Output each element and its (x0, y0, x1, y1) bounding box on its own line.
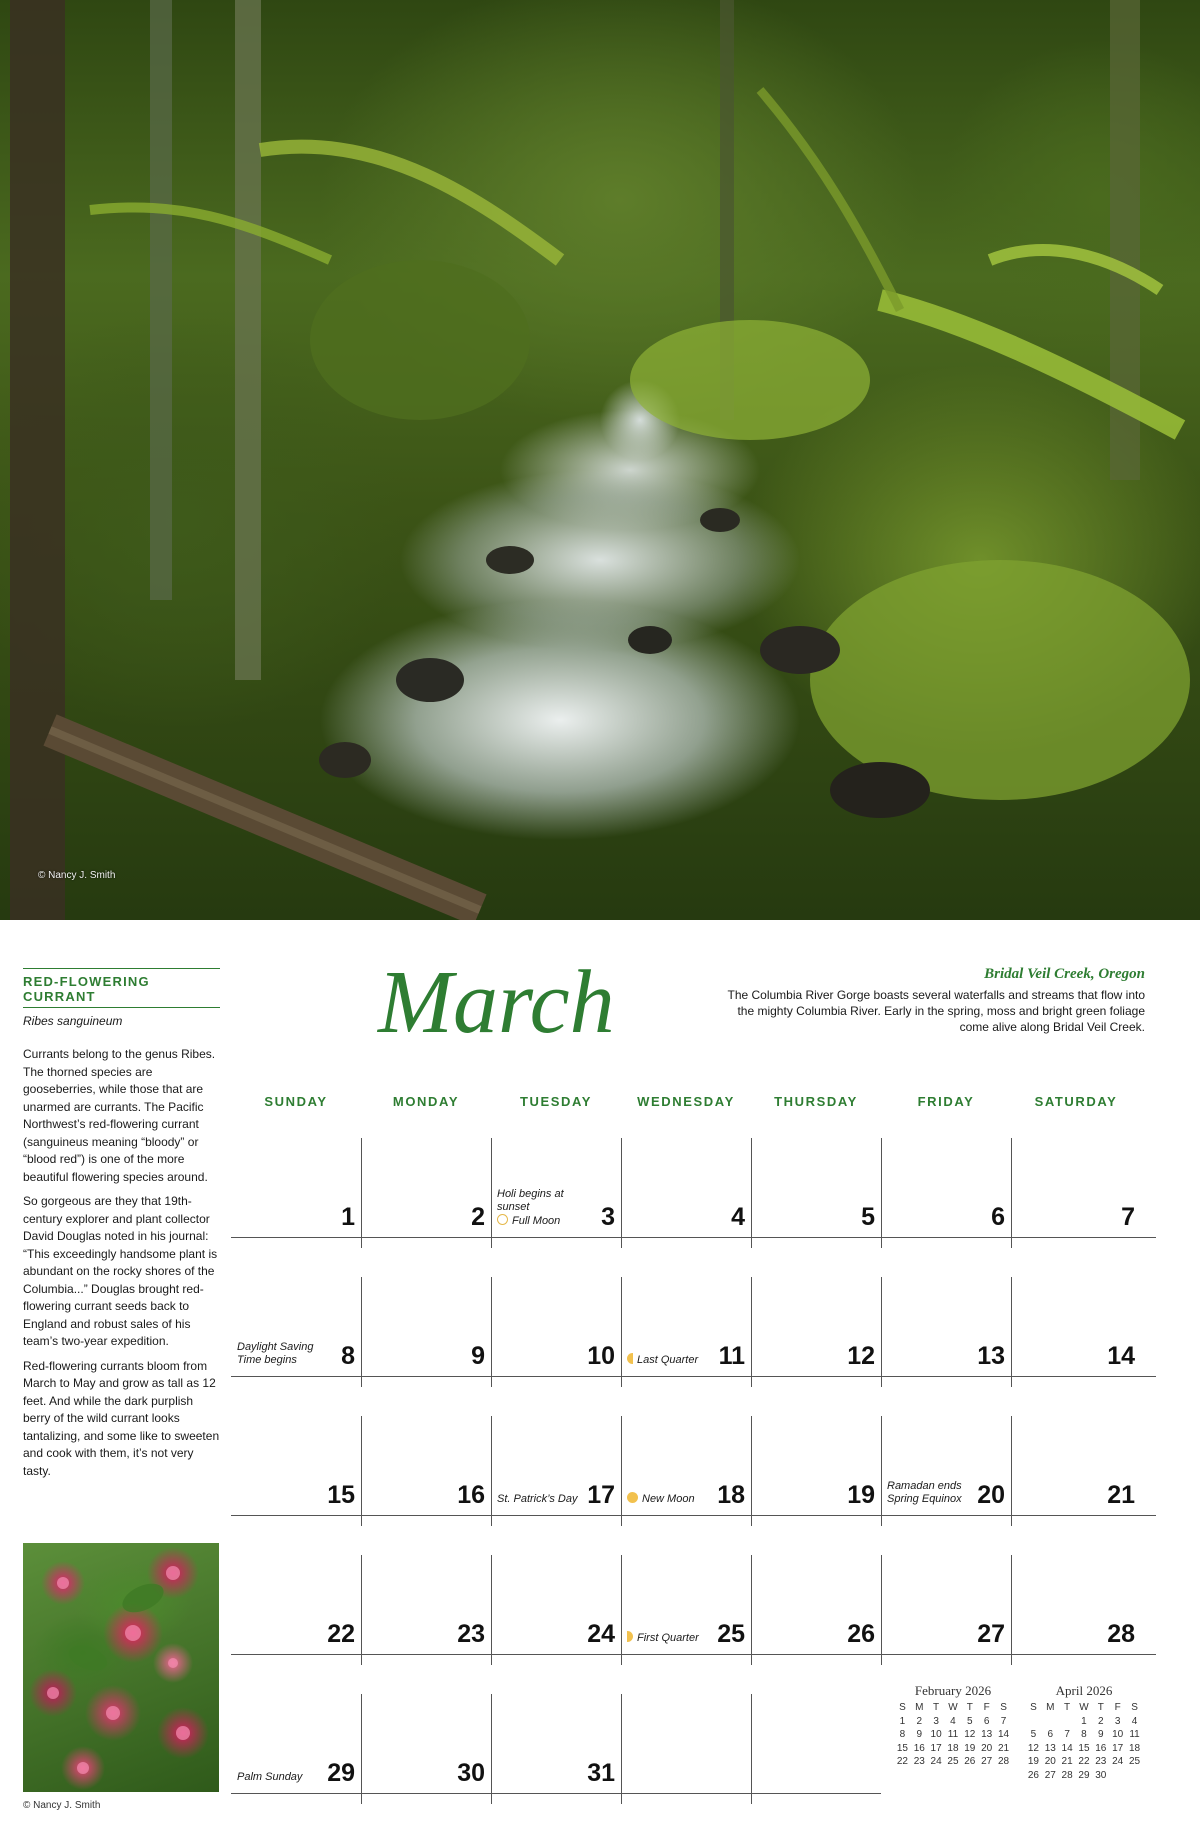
mini-weekday-label: M (1046, 1702, 1055, 1713)
day-note (237, 1341, 327, 1367)
mini-weekday-label: M (915, 1702, 924, 1713)
mini-day: 1 (899, 1715, 906, 1727)
cell-divider (491, 1277, 492, 1387)
mini-day: 14 (1061, 1742, 1073, 1754)
day-number: 3 (601, 1203, 615, 1231)
holiday-label: Palm Sunday (237, 1771, 303, 1783)
day-cell-26[interactable] (751, 1555, 881, 1665)
full-moon-icon (497, 1214, 508, 1225)
sidebar-paragraph: Currants belong to the genus Ribes. The thorned species are gooseberries, while those that are unarmed are currants. The Pacific Northwest’s red-flowering currant (sanguineus meaning “bloody” or “blood red”) is one of the more beautiful flowering species around. (23, 1047, 216, 1184)
mini-day: 9 (916, 1729, 923, 1740)
moon-phase-label: Last Quarter (637, 1354, 699, 1366)
mini-day: 18 (1128, 1742, 1141, 1754)
day-number: 17 (587, 1481, 615, 1509)
mini-day: 8 (1081, 1729, 1087, 1740)
cell-baseline (491, 1376, 621, 1377)
mini-weekday-label: W (948, 1702, 958, 1713)
mini-day: 2 (1098, 1715, 1104, 1727)
day-number: 31 (587, 1759, 615, 1787)
cell-baseline (361, 1237, 491, 1238)
cell-baseline (231, 1654, 361, 1655)
cell-divider (1011, 1416, 1012, 1526)
day-number: 25 (717, 1620, 745, 1648)
day-cell-27[interactable] (881, 1555, 1011, 1665)
photo-credit: © Nancy J. Smith (38, 870, 116, 881)
cell-divider (881, 1555, 882, 1665)
cell-baseline (231, 1376, 361, 1377)
last-moon-icon (627, 1353, 633, 1364)
cell-divider (1011, 1277, 1012, 1387)
mini-day: 17 (930, 1742, 942, 1754)
holiday-label: Ramadan ends Spring Equinox (887, 1480, 962, 1505)
day-cell-18[interactable] (621, 1416, 751, 1526)
cell-baseline (751, 1654, 881, 1655)
day-number: 8 (341, 1342, 355, 1370)
sidebar-title: RED-FLOWERING CURRANT (23, 968, 220, 1008)
cell-baseline (491, 1654, 621, 1655)
day-cell-24[interactable] (491, 1555, 621, 1665)
day-cell-1[interactable] (231, 1138, 361, 1248)
day-cell-23[interactable] (361, 1555, 491, 1665)
day-note (887, 1480, 977, 1506)
mini-day: 20 (1044, 1756, 1056, 1767)
day-note (237, 1771, 302, 1784)
cell-divider (621, 1416, 622, 1526)
mini-day: 28 (997, 1756, 1010, 1767)
mini-day: 4 (950, 1715, 956, 1727)
mini-day: 22 (1078, 1756, 1090, 1767)
mini-day: 12 (964, 1729, 976, 1740)
sidebar (23, 968, 220, 1487)
day-cell-29[interactable] (231, 1694, 361, 1804)
day-number: 24 (587, 1620, 615, 1648)
day-cell-30[interactable] (361, 1694, 491, 1804)
cell-divider (621, 1555, 622, 1665)
day-number: 9 (471, 1342, 485, 1370)
mini-day: 13 (981, 1729, 993, 1740)
day-header-sunday: SUNDAY (264, 1094, 328, 1109)
mini-day (1059, 1715, 1076, 1729)
mini-day: 9 (1098, 1729, 1104, 1740)
day-cell-13[interactable] (881, 1277, 1011, 1387)
day-cell-28[interactable] (1011, 1555, 1141, 1665)
cell-divider (361, 1277, 362, 1387)
day-number: 23 (457, 1620, 485, 1648)
mini-day: 12 (1027, 1742, 1039, 1754)
day-note (497, 1188, 587, 1228)
day-number: 29 (327, 1759, 355, 1787)
mini-day: 10 (930, 1729, 942, 1740)
mini-day: 5 (1030, 1729, 1037, 1740)
cell-baseline (1011, 1654, 1156, 1655)
day-number: 11 (718, 1342, 745, 1370)
mini-weekday-label: S (1000, 1702, 1007, 1713)
mini-weekday-label: S (1030, 1702, 1037, 1713)
moon-phase-label: New Moon (642, 1493, 695, 1505)
cell-baseline (621, 1654, 751, 1655)
day-header-friday: FRIDAY (917, 1094, 975, 1109)
day-note (497, 1493, 578, 1506)
mini-calendar-week (894, 1742, 1012, 1756)
moon-phase (627, 1492, 695, 1506)
mini-day: 24 (1112, 1756, 1124, 1767)
mini-day: 24 (930, 1756, 942, 1767)
day-cell-10[interactable] (491, 1277, 621, 1387)
day-number: 5 (861, 1203, 875, 1231)
sidebar-paragraph: Red-flowering currants bloom from March to May and grow as tall as 12 feet. And while the dark purplish berry of the wild currant looks tantalizing, and some like to sweeten and cook with them, it’s not very tasty. (23, 1358, 220, 1478)
mini-weekday-label: T (933, 1702, 940, 1713)
cell-divider (881, 1416, 882, 1526)
calendar-grid (231, 1138, 1155, 1798)
mini-day: 16 (1095, 1742, 1107, 1754)
mini-calendar-header-row (1025, 1701, 1143, 1715)
day-number: 4 (731, 1203, 745, 1231)
day-cell-4[interactable] (621, 1138, 751, 1248)
mini-day: 3 (1114, 1715, 1121, 1727)
mini-day: 25 (947, 1756, 959, 1767)
flower-illustration (23, 1543, 219, 1792)
day-cell-14[interactable] (1011, 1277, 1141, 1387)
day-number: 10 (587, 1342, 615, 1370)
mini-day: 13 (1044, 1742, 1056, 1754)
cell-baseline (231, 1793, 361, 1794)
day-cell-3[interactable] (491, 1138, 621, 1248)
mini-day (1025, 1715, 1042, 1729)
cell-baseline (751, 1237, 881, 1238)
mini-day: 1 (1081, 1715, 1087, 1727)
cell-baseline (361, 1515, 491, 1516)
cell-baseline (881, 1654, 1011, 1655)
cell-baseline (751, 1376, 881, 1377)
day-cell-17[interactable] (491, 1416, 621, 1526)
cell-divider (751, 1694, 752, 1804)
day-number: 1 (341, 1203, 355, 1231)
day-number: 14 (1107, 1342, 1135, 1370)
holiday-label: Holi begins at sunset (497, 1188, 564, 1213)
sidebar-body (23, 1046, 220, 1480)
cell-divider (491, 1694, 492, 1804)
moon-phase-label: Full Moon (512, 1215, 561, 1227)
day-number: 13 (977, 1342, 1005, 1370)
day-cell-2[interactable] (361, 1138, 491, 1248)
mini-day: 6 (1047, 1729, 1054, 1740)
day-header-tuesday: TUESDAY (519, 1094, 593, 1109)
mini-day: 15 (1078, 1742, 1090, 1754)
mini-calendar-title: April 2026 (1055, 1683, 1113, 1698)
mini-day: 21 (1061, 1756, 1073, 1767)
mini-day: 20 (981, 1742, 993, 1754)
mini-calendar-week (894, 1728, 1012, 1742)
mini-day: 28 (1061, 1769, 1073, 1781)
mini-day: 4 (1131, 1715, 1138, 1727)
mini-day: 22 (896, 1756, 908, 1767)
cell-baseline (881, 1515, 1011, 1516)
mini-day: 8 (899, 1729, 906, 1740)
day-cell-5[interactable] (751, 1138, 881, 1248)
moon-phase (497, 1214, 587, 1228)
mini-day: 3 (933, 1715, 939, 1727)
mini-day: 21 (997, 1742, 1010, 1754)
mini-calendar-week (894, 1755, 1012, 1769)
mini-day: 7 (1000, 1715, 1007, 1727)
day-header-thursday: THURSDAY (774, 1094, 858, 1109)
mini-calendar-week (894, 1715, 1012, 1729)
cell-divider (751, 1555, 752, 1665)
day-headers (231, 1094, 1141, 1114)
day-cell-25[interactable] (621, 1555, 751, 1665)
day-number: 28 (1107, 1620, 1135, 1648)
mini-day: 7 (1064, 1729, 1070, 1740)
cell-divider (491, 1138, 492, 1248)
mini-weekday-label: S (1131, 1702, 1138, 1713)
cell-divider (1011, 1138, 1012, 1248)
day-number: 21 (1107, 1481, 1135, 1509)
day-cell-11[interactable] (621, 1277, 751, 1387)
month-title: March (378, 953, 615, 1052)
day-number: 26 (847, 1620, 875, 1648)
photo-caption (725, 966, 1145, 1035)
cell-baseline (491, 1515, 621, 1516)
day-cell-31[interactable] (491, 1694, 621, 1804)
mini-day: 23 (1095, 1756, 1107, 1767)
cell-divider (1011, 1555, 1012, 1665)
mini-day: 2 (916, 1715, 923, 1727)
day-cell-20[interactable] (881, 1416, 1011, 1526)
cell-baseline (491, 1793, 621, 1794)
sidebar-latin-name: Ribes sanguineum (23, 1014, 123, 1028)
flower-photo (23, 1543, 219, 1792)
mini-day: 19 (1027, 1756, 1039, 1767)
new-moon-icon (627, 1492, 638, 1503)
cell-divider (881, 1138, 882, 1248)
mini-calendar-february (894, 1683, 1012, 1769)
cell-baseline (881, 1376, 1011, 1377)
day-cell-19[interactable] (751, 1416, 881, 1526)
mini-day (1126, 1769, 1143, 1783)
day-number: 18 (717, 1481, 745, 1509)
mini-day: 10 (1112, 1729, 1124, 1740)
day-cell-8[interactable] (231, 1277, 361, 1387)
holiday-label: St. Patrick’s Day (497, 1493, 578, 1505)
day-number: 16 (457, 1481, 485, 1509)
day-note (627, 1492, 695, 1506)
mini-calendar-week (1025, 1728, 1143, 1742)
mini-day: 25 (1128, 1756, 1141, 1767)
mini-day: 29 (1078, 1769, 1090, 1781)
mini-weekday-label: W (1079, 1702, 1089, 1713)
day-number: 30 (457, 1759, 485, 1787)
mini-day: 15 (896, 1742, 908, 1754)
moon-phase (627, 1353, 698, 1367)
cell-divider (361, 1694, 362, 1804)
mini-day: 14 (997, 1729, 1010, 1740)
cell-baseline (361, 1793, 491, 1794)
mini-calendar-table (1025, 1701, 1143, 1782)
cell-divider (491, 1555, 492, 1665)
cell-divider (751, 1416, 752, 1526)
cell-divider (361, 1138, 362, 1248)
day-cell-21[interactable] (1011, 1416, 1141, 1526)
cell-baseline (361, 1654, 491, 1655)
mini-calendar-table (894, 1701, 1012, 1769)
cell-baseline (491, 1237, 621, 1238)
first-moon-icon (627, 1631, 633, 1642)
day-number: 27 (977, 1620, 1005, 1648)
mini-calendar-header-row (894, 1701, 1012, 1715)
day-cell-16[interactable] (361, 1416, 491, 1526)
mini-calendar-week (1025, 1755, 1143, 1769)
cell-divider (751, 1277, 752, 1387)
cell-baseline (231, 1515, 361, 1516)
day-cell-12[interactable] (751, 1277, 881, 1387)
cell-divider (881, 1277, 882, 1387)
mini-day: 23 (913, 1756, 925, 1767)
day-cell-empty[interactable] (621, 1694, 751, 1804)
mini-weekday-label: F (983, 1702, 990, 1713)
cell-divider (491, 1416, 492, 1526)
mini-day: 26 (1027, 1769, 1039, 1781)
cell-baseline (621, 1237, 751, 1238)
mini-day: 17 (1112, 1742, 1124, 1754)
cell-baseline (231, 1237, 361, 1238)
day-cell-7[interactable] (1011, 1138, 1141, 1248)
day-cell-empty[interactable] (751, 1694, 881, 1804)
location-title: Bridal Veil Creek, Oregon (984, 966, 1145, 982)
day-note (627, 1631, 699, 1645)
cell-divider (361, 1555, 362, 1665)
mini-day: 5 (967, 1715, 973, 1727)
cell-baseline (361, 1376, 491, 1377)
day-number: 20 (977, 1481, 1005, 1509)
cell-baseline (1011, 1237, 1156, 1238)
day-header-saturday: SATURDAY (1034, 1094, 1118, 1109)
day-cell-15[interactable] (231, 1416, 361, 1526)
mini-weekday-label: F (1114, 1702, 1121, 1713)
sidebar-paragraph: So gorgeous are they that 19th-century explorer and plant collector David Douglas noted in his journal: “This exceedingly handsome plant is abundant on the rocky shores of the Columbia...” Douglas brought red-flowering currant seeds back to England and robust sales of his team’s two-year expedition. (23, 1194, 218, 1348)
mini-day: 27 (1044, 1769, 1056, 1781)
mini-calendar-week (1025, 1769, 1143, 1783)
mini-day: 30 (1095, 1769, 1107, 1781)
mini-day (1042, 1715, 1059, 1729)
cell-baseline (621, 1376, 751, 1377)
mini-day: 11 (947, 1729, 959, 1740)
cell-baseline (1011, 1515, 1156, 1516)
flower-photo-credit: © Nancy J. Smith (23, 1800, 101, 1811)
day-note (627, 1353, 698, 1367)
cell-divider (621, 1694, 622, 1804)
day-header-monday: MONDAY (392, 1094, 460, 1109)
mini-calendar-week (1025, 1715, 1143, 1729)
mini-day: 16 (913, 1742, 925, 1754)
mini-day: 26 (964, 1756, 976, 1767)
day-number: 19 (847, 1481, 875, 1509)
cell-baseline (751, 1793, 881, 1794)
day-cell-22[interactable] (231, 1555, 361, 1665)
cell-baseline (621, 1793, 751, 1794)
day-number: 6 (991, 1203, 1005, 1231)
day-number: 7 (1121, 1203, 1135, 1231)
cell-baseline (751, 1515, 881, 1516)
mini-day (1109, 1769, 1126, 1783)
day-cell-6[interactable] (881, 1138, 1011, 1248)
moon-phase-label: First Quarter (637, 1632, 699, 1644)
cell-divider (361, 1416, 362, 1526)
mini-calendar-april (1025, 1683, 1143, 1782)
mini-weekday-label: T (1064, 1702, 1071, 1713)
day-header-wednesday: WEDNESDAY (637, 1094, 735, 1109)
cell-divider (621, 1277, 622, 1387)
cell-baseline (1011, 1376, 1156, 1377)
cell-divider (751, 1138, 752, 1248)
mini-calendar-title: February 2026 (914, 1683, 992, 1698)
cell-divider (621, 1138, 622, 1248)
cell-baseline (881, 1237, 1011, 1238)
location-description: The Columbia River Gorge boasts several waterfalls and streams that flow into the mighty Columbia River. Early in the spring, moss and bright green foliage come alive along Bridal Veil Creek. (727, 988, 1145, 1034)
mini-weekday-label: T (966, 1702, 973, 1713)
day-number: 15 (327, 1481, 355, 1509)
mini-day: 19 (964, 1742, 976, 1754)
mini-day: 11 (1129, 1729, 1140, 1740)
holiday-label: Daylight Saving Time begins (237, 1341, 314, 1366)
day-cell-9[interactable] (361, 1277, 491, 1387)
mini-day: 6 (983, 1715, 990, 1727)
day-number: 12 (847, 1342, 875, 1370)
mini-day: 27 (981, 1756, 993, 1767)
mini-calendar-week (1025, 1742, 1143, 1756)
cell-baseline (621, 1515, 751, 1516)
moon-phase (627, 1631, 699, 1645)
day-number: 22 (327, 1620, 355, 1648)
day-number: 2 (471, 1203, 485, 1231)
mini-weekday-label: S (899, 1702, 906, 1713)
mini-weekday-label: T (1097, 1702, 1104, 1713)
mini-day: 18 (947, 1742, 959, 1754)
